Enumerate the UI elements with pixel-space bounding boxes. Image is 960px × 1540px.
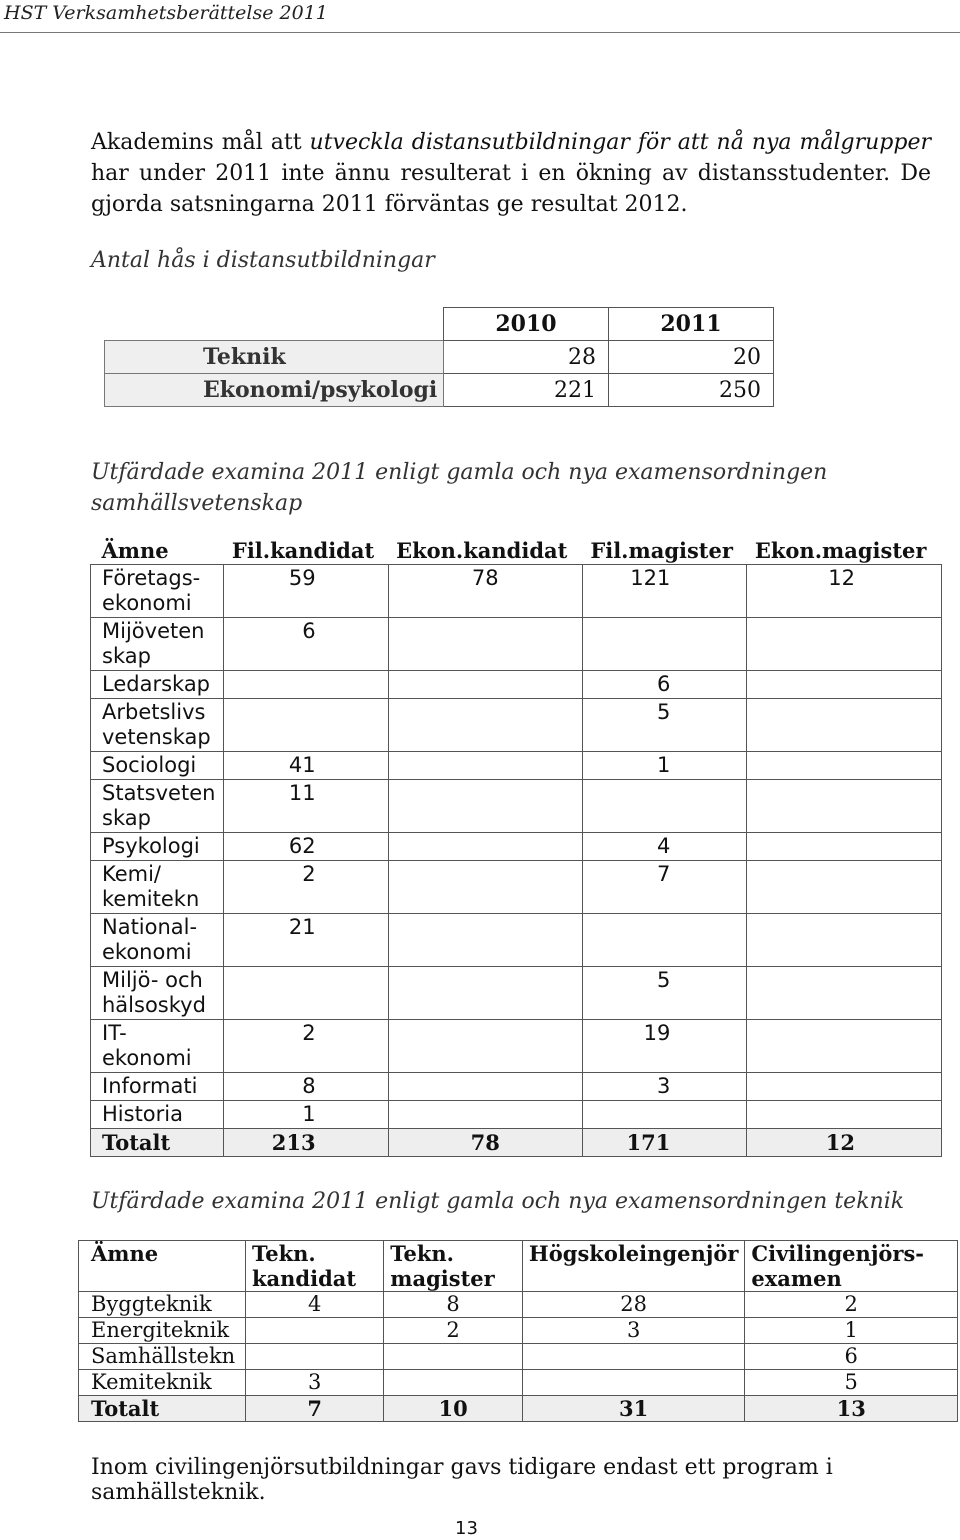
- col-header: Tekn. kandidat: [246, 1241, 384, 1292]
- table-row: [105, 374, 774, 407]
- value-cell: [388, 1101, 582, 1129]
- col-header: Högskoleingenjör: [522, 1241, 744, 1292]
- value-cell: [747, 1020, 942, 1073]
- table2-title: Utfärdade examina 2011 enligt gamla och nya examensordningen samhällsvetenskap: [91, 460, 828, 516]
- value-cell: [388, 618, 582, 671]
- row-label: Företags-ekonomi: [91, 565, 224, 618]
- row-label: National-ekonomi: [91, 914, 224, 967]
- table-row: [91, 861, 942, 914]
- row-label: Miljö- och hälsoskyd: [91, 967, 224, 1020]
- total-cell: 10: [384, 1396, 523, 1422]
- intro-text-1: Akademins mål att: [91, 130, 310, 155]
- value-cell: [246, 1318, 384, 1344]
- row-label: Teknik: [105, 341, 444, 374]
- value-cell: 62: [224, 833, 388, 861]
- value-cell: [388, 1073, 582, 1101]
- value-cell: 2: [224, 1020, 388, 1073]
- col-header: Ämne: [79, 1241, 246, 1292]
- table-row: [91, 833, 942, 861]
- row-label: IT-ekonomi: [91, 1020, 224, 1073]
- intro-paragraph: [91, 127, 931, 220]
- table3-title: Utfärdade examina 2011 enligt gamla och nya examensordningen teknik: [91, 1189, 905, 1214]
- value-cell: 2: [745, 1292, 958, 1318]
- table-row: [91, 752, 942, 780]
- value-cell: [388, 861, 582, 914]
- value-cell: [747, 780, 942, 833]
- value-cell: 4: [582, 833, 747, 861]
- table-row: [79, 1292, 958, 1318]
- table-header-row: [79, 1241, 958, 1292]
- value-cell: 1: [745, 1318, 958, 1344]
- value-cell: [582, 914, 747, 967]
- col-header: Fil.kandidat: [224, 537, 388, 565]
- value-cell: 6: [582, 671, 747, 699]
- intro-emphasis: utveckla distansutbildningar för att nå nya målgrupper: [309, 130, 931, 155]
- value-cell: [747, 699, 942, 752]
- value-cell: [747, 1073, 942, 1101]
- value-cell: 221: [444, 374, 609, 407]
- value-cell: 1: [224, 1101, 388, 1129]
- value-cell: 6: [224, 618, 388, 671]
- value-cell: [224, 699, 388, 752]
- value-cell: [388, 914, 582, 967]
- total-cell: 171: [582, 1129, 747, 1157]
- value-cell: 12: [747, 565, 942, 618]
- table-row: [105, 341, 774, 374]
- row-label: Statsveten skap: [91, 780, 224, 833]
- value-cell: 3: [246, 1370, 384, 1396]
- row-label: Kemi/ kemitekn: [91, 861, 224, 914]
- value-cell: 11: [224, 780, 388, 833]
- value-cell: [246, 1344, 384, 1370]
- table-row: [91, 699, 942, 752]
- total-cell: 13: [745, 1396, 958, 1422]
- value-cell: [747, 671, 942, 699]
- table-body: [79, 1292, 958, 1396]
- table-row: [79, 1318, 958, 1344]
- value-cell: 5: [582, 699, 747, 752]
- table-row: [79, 1370, 958, 1396]
- row-label: Historia: [91, 1101, 224, 1129]
- table1-title: Antal hås i distansutbildningar: [91, 248, 435, 273]
- table-row: [105, 308, 774, 341]
- table-row: [91, 618, 942, 671]
- table-row: [91, 914, 942, 967]
- row-label: Psykologi: [91, 833, 224, 861]
- value-cell: [582, 1101, 747, 1129]
- total-label: Totalt: [91, 1129, 224, 1157]
- col-header-2010: 2010: [444, 308, 609, 341]
- value-cell: [388, 780, 582, 833]
- value-cell: 3: [582, 1073, 747, 1101]
- value-cell: [747, 618, 942, 671]
- row-label: Kemiteknik: [79, 1370, 246, 1396]
- total-cell: 78: [388, 1129, 582, 1157]
- value-cell: [747, 861, 942, 914]
- value-cell: 1: [582, 752, 747, 780]
- running-header: HST Verksamhetsberättelse 2011: [4, 2, 328, 24]
- table-row: [91, 967, 942, 1020]
- value-cell: 8: [384, 1292, 523, 1318]
- table-total-row: [79, 1396, 958, 1422]
- col-header-2011: 2011: [609, 308, 774, 341]
- value-cell: [388, 671, 582, 699]
- value-cell: [388, 833, 582, 861]
- value-cell: 2: [384, 1318, 523, 1344]
- col-header: Ämne: [91, 537, 224, 565]
- value-cell: [388, 1020, 582, 1073]
- value-cell: 41: [224, 752, 388, 780]
- empty-cell: [105, 308, 444, 341]
- row-label: Byggteknik: [79, 1292, 246, 1318]
- intro-text-2: har under 2011 inte ännu resulterat i en ökning av distansstudenter. De gjorda satsningarna 2011 förväntas ge resultat 2012.: [91, 161, 931, 217]
- value-cell: [384, 1344, 523, 1370]
- table-row: [91, 671, 942, 699]
- value-cell: 121: [582, 565, 747, 618]
- value-cell: 5: [745, 1370, 958, 1396]
- value-cell: [582, 780, 747, 833]
- distance-students-table: [104, 307, 774, 407]
- table-row: [91, 780, 942, 833]
- col-header: Ekon.kandidat: [388, 537, 582, 565]
- value-cell: 2: [224, 861, 388, 914]
- value-cell: 8: [224, 1073, 388, 1101]
- header-divider: [0, 32, 960, 33]
- value-cell: 250: [609, 374, 774, 407]
- value-cell: 59: [224, 565, 388, 618]
- value-cell: [224, 967, 388, 1020]
- table-row: [91, 565, 942, 618]
- value-cell: [388, 699, 582, 752]
- value-cell: [224, 671, 388, 699]
- row-label: Mijöveten skap: [91, 618, 224, 671]
- value-cell: 4: [246, 1292, 384, 1318]
- table-row: [91, 1073, 942, 1101]
- row-label: Sociologi: [91, 752, 224, 780]
- value-cell: [388, 967, 582, 1020]
- value-cell: 19: [582, 1020, 747, 1073]
- row-label: Ledarskap: [91, 671, 224, 699]
- value-cell: 6: [745, 1344, 958, 1370]
- table-row: [91, 1101, 942, 1129]
- table-row: [91, 1020, 942, 1073]
- value-cell: 78: [388, 565, 582, 618]
- value-cell: 28: [522, 1292, 744, 1318]
- value-cell: [522, 1370, 744, 1396]
- row-label: Arbetslivs vetenskap: [91, 699, 224, 752]
- value-cell: [388, 752, 582, 780]
- value-cell: [384, 1370, 523, 1396]
- row-label: Samhällstekn: [79, 1344, 246, 1370]
- table-total-row: [91, 1129, 942, 1157]
- value-cell: [582, 618, 747, 671]
- col-header: Civilingenjörs-examen: [745, 1241, 958, 1292]
- col-header: Tekn. magister: [384, 1241, 523, 1292]
- value-cell: 21: [224, 914, 388, 967]
- engineering-degrees-table: [78, 1240, 958, 1422]
- table-header-row: [91, 537, 942, 565]
- table-body: [91, 565, 942, 1129]
- row-label: Informati: [91, 1073, 224, 1101]
- total-cell: 12: [747, 1129, 942, 1157]
- value-cell: [747, 752, 942, 780]
- page-number: 13: [455, 1518, 478, 1539]
- total-cell: 213: [224, 1129, 388, 1157]
- value-cell: [747, 833, 942, 861]
- col-header: Fil.magister: [582, 537, 747, 565]
- value-cell: [747, 967, 942, 1020]
- value-cell: 7: [582, 861, 747, 914]
- value-cell: 28: [444, 341, 609, 374]
- value-cell: 3: [522, 1318, 744, 1344]
- col-header: Ekon.magister: [747, 537, 942, 565]
- value-cell: 20: [609, 341, 774, 374]
- value-cell: [747, 914, 942, 967]
- social-science-degrees-table: [90, 537, 942, 1157]
- row-label: Energiteknik: [79, 1318, 246, 1344]
- value-cell: [522, 1344, 744, 1370]
- footnote: Inom civilingenjörsutbildningar gavs tidigare endast ett program i samhällsteknik.: [91, 1455, 833, 1505]
- total-label: Totalt: [79, 1396, 246, 1422]
- total-cell: 7: [246, 1396, 384, 1422]
- table-row: [79, 1344, 958, 1370]
- value-cell: 5: [582, 967, 747, 1020]
- row-label: Ekonomi/psykologi: [105, 374, 444, 407]
- total-cell: 31: [522, 1396, 744, 1422]
- value-cell: [747, 1101, 942, 1129]
